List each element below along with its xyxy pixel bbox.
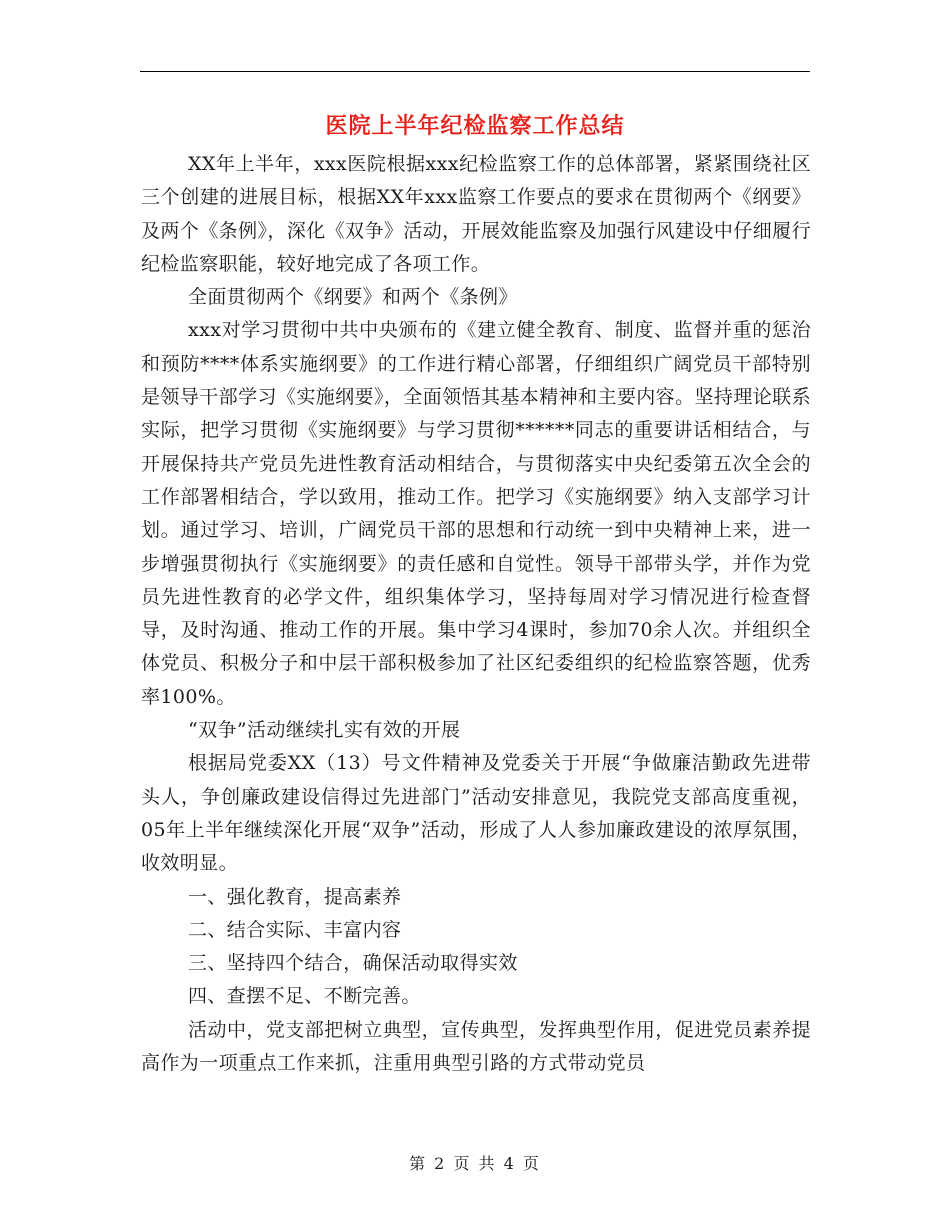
document-body [141,148,811,1080]
paragraph-implement: xxx对学习贯彻中共中央颁布的《建立健全教育、制度、监督并重的惩治和预防****体系实施纲要》的工作进行精心部署，仔细组织广阔党员干部特别是领导干部学习《实施纲要》，全面领悟其基本精神和主要内容。坚持理论联系实际，把学习贯彻《实施纲要》与学习贯彻******同志的重要讲话相结合，与开展保持共产党员先进性教育活动相结合，与贯彻落实中央纪委第五次全会的工作部署相结合，学以致用，推动工作。把学习《实施纲要》纳入支部学习计划。通过学习、培训，广阔党员干部的思想和行动统一到中央精神上来，进一步增强贯彻执行《实施纲要》的责任感和自觉性。领导干部带头学，并作为党员先进性教育的必学文件，组织集体学习，坚持每周对学习情况进行检查督导，及时沟通、推动工作的开展。集中学习4课时，参加70余人次。并组织全体党员、积极分子和中层干部积极参加了社区纪委组织的纪检监察答题，优秀率100%。 [141,319,811,708]
paragraph-intro: XX年上半年，xxx医院根据xxx纪检监察工作的总体部署，紧紧围绕社区三个创建的进展目标，根据XX年xxx监察工作要点的要求在贯彻两个《纲要》及两个《条例》，深化《双争》活动，开展效能监察及加强行风建设中仔细履行纪检监察职能，较好地完成了各项工作。 [141,153,811,275]
page-number-footer: 第 2 页 共 4 页 [409,1154,541,1173]
paragraph-shuangzheng: 根据局党委XX（13）号文件精神及党委关于开展“争做廉洁勤政先进带头人，争创廉政建设信得过先进部门”活动安排意见，我院党支部高度重视，05年上半年继续深化开展“双争”活动，形成了人人参加廉政建设的浓厚氛围，收效明显。 [141,752,811,875]
document-title: 医院上半年纪检监察工作总结 [325,113,625,139]
paragraph-activity: 活动中，党支部把树立典型，宣传典型，发挥典型作用，促进党员素养提高作为一项重点工作来抓，注重用典型引路的方式带动党员 [141,1018,811,1075]
list-item-4: 四、查摆不足、不断完善。 [188,985,421,1008]
list-item-1: 一、强化教育，提高素养 [188,885,402,908]
section-heading-implement: 全面贯彻两个《纲要》和两个《条例》 [188,286,518,309]
list-item-3: 三、坚持四个结合，确保活动取得实效 [188,952,518,975]
header-rule [140,71,810,72]
section-heading-shuangzheng: “双争”活动继续扎实有效的开展 [188,719,461,742]
list-item-2: 二、结合实际、丰富内容 [188,918,402,941]
